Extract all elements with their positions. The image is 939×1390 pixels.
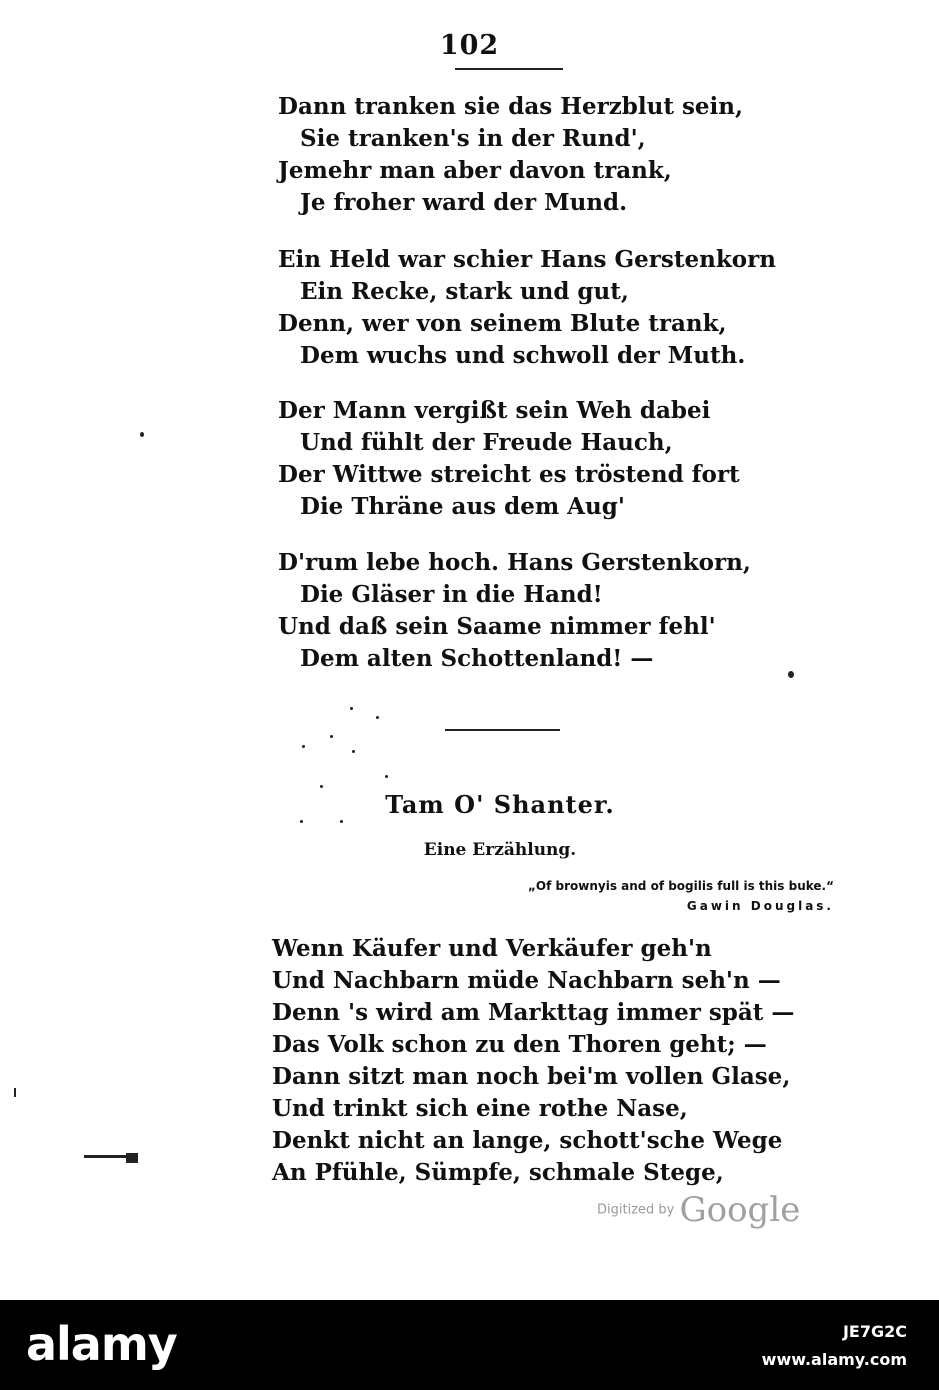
- verse-line: Dem wuchs und schwoll der Muth.: [300, 342, 746, 369]
- stock-footer: [0, 1300, 939, 1390]
- scan-speck: [302, 745, 305, 748]
- scan-speck: [352, 750, 355, 753]
- verse-line: Dem alten Schottenland! —: [300, 645, 654, 672]
- verse-line: Je froher ward der Mund.: [300, 189, 628, 216]
- epigraph-quote: „Of brownyis and of bogilis full is this buke.“: [528, 879, 834, 893]
- verse-line: An Pfühle, Sümpfe, schmale Stege,: [272, 1159, 724, 1186]
- scan-speck: [320, 785, 323, 788]
- verse-line: Denn 's wird am Markttag immer spät —: [272, 999, 795, 1026]
- verse-line: Und Nachbarn müde Nachbarn seh'n —: [272, 967, 781, 994]
- stanza-2: [278, 244, 776, 372]
- verse-line: Der Wittwe streicht es tröstend fort: [278, 461, 740, 488]
- site-url: www.alamy.com: [761, 1350, 907, 1369]
- scan-speck: [300, 820, 303, 823]
- verse-line: Und fühlt der Freude Hauch,: [300, 429, 673, 456]
- verse-line: Der Mann vergißt sein Weh dabei: [278, 397, 711, 424]
- verse-line: Und daß sein Saame nimmer fehl': [278, 613, 716, 640]
- verse-line: Ein Held war schier Hans Gerstenkorn: [278, 246, 776, 273]
- stanza-4: [278, 547, 758, 675]
- scan-speck: [376, 716, 379, 719]
- scan-speck: [788, 671, 794, 678]
- google-logo: Google: [679, 1190, 801, 1230]
- epigraph-author: Gawin Douglas.: [686, 899, 834, 913]
- image-id: JE7G2C: [842, 1322, 907, 1341]
- verse-line: Dann tranken sie das Herzblut sein,: [278, 93, 743, 120]
- verse-line: Die Gläser in die Hand!: [300, 581, 603, 608]
- alamy-logo: alamy: [26, 1317, 177, 1371]
- verse-line: Jemehr man aber davon trank,: [278, 157, 672, 184]
- stanza-3: [278, 395, 758, 523]
- poem-title: Tam O' Shanter.: [385, 790, 615, 819]
- scan-speck: [385, 775, 388, 778]
- digitized-by-google-watermark: [597, 1190, 800, 1230]
- verse-line: Und trinkt sich eine rothe Nase,: [272, 1095, 688, 1122]
- page-number: 102: [439, 30, 500, 61]
- verse-line: Sie tranken's in der Rund',: [300, 125, 646, 152]
- verse-line: Wenn Käufer und Verkäufer geh'n: [272, 935, 712, 962]
- verse-line: Ein Recke, stark und gut,: [300, 278, 629, 305]
- watermark-prefix: Digitized by: [597, 1202, 675, 1218]
- scan-speck: [14, 1088, 16, 1097]
- margin-pointer-head: [126, 1153, 138, 1163]
- scan-speck: [340, 820, 343, 823]
- verse-line: Dann sitzt man noch bei'm vollen Glase,: [272, 1063, 791, 1090]
- stanza-1: [278, 91, 758, 219]
- verse-line: Die Thräne aus dem Aug': [300, 493, 625, 520]
- poem-subtitle: Eine Erzählung.: [423, 840, 577, 860]
- section-separator: [445, 729, 560, 731]
- epigraph: [528, 876, 834, 916]
- verse-line: D'rum lebe hoch. Hans Gerstenkorn,: [278, 549, 751, 576]
- verse-line: Das Volk schon zu den Thoren geht; —: [272, 1031, 767, 1058]
- scan-speck: [350, 707, 353, 710]
- margin-pointer-mark: [84, 1155, 130, 1158]
- page-number-rule: [455, 68, 563, 70]
- tam-stanza: [272, 933, 795, 1189]
- verse-line: Denn, wer von seinem Blute trank,: [278, 310, 727, 337]
- scan-speck: [140, 432, 144, 437]
- verse-line: Denkt nicht an lange, schott'sche Wege: [272, 1127, 783, 1154]
- scan-speck: [330, 735, 333, 738]
